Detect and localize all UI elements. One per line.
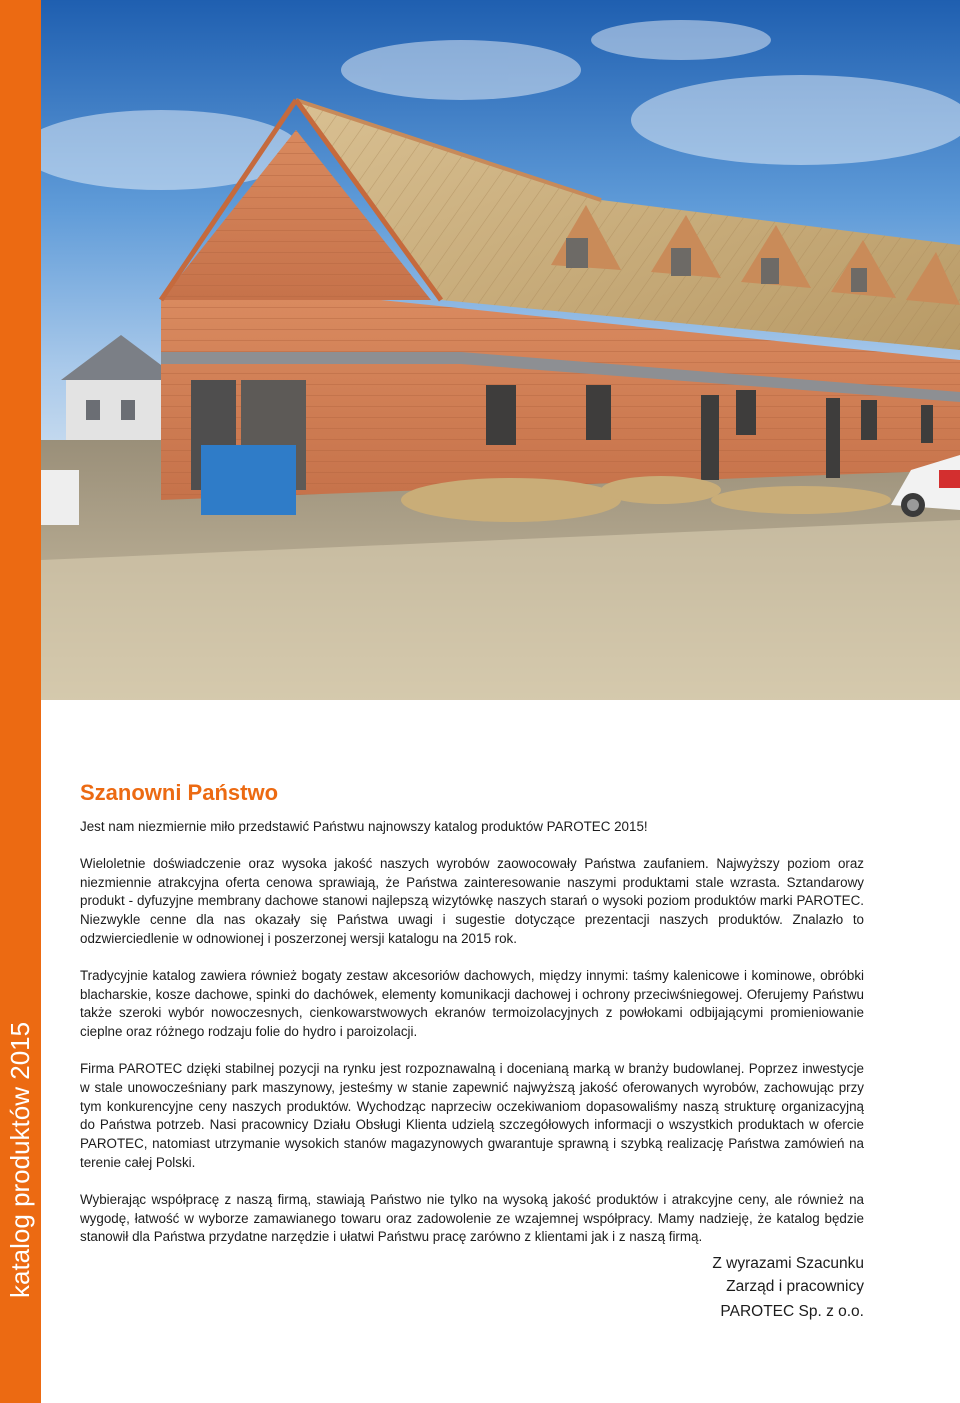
paragraph-intro: Jest nam niezmiernie miło przedstawić Państwu najnowszy katalog produktów PAROTEC 2015! [80, 819, 648, 834]
paragraph-company: Firma PAROTEC dzięki stabilnej pozycji na rynku jest rozpoznawalną i docenianą marką w branży budowlanej. Poprzez inwestycje w stale unowocześniany park maszynowy, jesteśmy w stanie zapewnić najwyższą jakość oferowanych wyrobów, zachowując przy tym konkurencyjne ceny naszych produktów. Wychodząc naprzeciw oczekiwaniom dopasowaliśmy naszą strukturę organizacyjną do Państwa potrzeb. Nasi pracownicy Działu Obsługi Klienta udzielą szczegółowych informacji o wszystkich produktach w ofercie PAROTEC, natomiast utrzymanie wysokich stanów magazynowych gwarantuje sprawną i szybką realizację Państwa zamówień na terenie całej Polski. [80, 1060, 864, 1170]
construction-site-illustration [41, 0, 960, 700]
white-box [41, 470, 79, 525]
letter-heading: Szanowni Państwo [80, 780, 279, 805]
paragraph-accessories: Tradycyjnie katalog zawiera również bogaty zestaw akcesoriów dachowych, między innymi: taśmy kalenicowe i kominowe, obróbki blacharskie, kosze dachowe, spinki do dachówek, elementy komunikacji dachowej i ochrony przeciwśniegowej. Oferujemy Państwu także szeroki wybór nowoczesnych, cienkowarstwowych ekranów termoizolacyjnych z powłokami odbijającymi promieniowanie cieplne oraz różnego rodzaju folie do hydro i paroizolacji. [80, 967, 864, 1040]
signature-greeting: Z wyrazami Szacunku [712, 1255, 864, 1272]
signature-block [712, 1252, 864, 1323]
cover-photo [41, 0, 960, 700]
paragraph-cooperation: Wybierając współpracę z naszą firmą, stawiają Państwo nie tylko na wysoką jakość produktów i atrakcyjne ceny, ale również na wygodę, łatwość w wyborze zamawianego towaru oraz zadowolenie ze wzajemnej współpracy. Mamy nadzieję, że katalog będzie stanowił dla Państwa przydatne narzędzie i ułatwi Państwu pracę zarówno z klientami jak i z naszą firmą. [80, 1191, 864, 1245]
signature-company: PAROTEC Sp. z o.o. [720, 1303, 864, 1320]
letter-body [80, 818, 864, 1247]
signature-team: Zarząd i pracownicy [726, 1278, 864, 1295]
catalog-title-vertical: katalog produktów 2015 [5, 1021, 35, 1298]
blue-container [201, 445, 296, 515]
paragraph-experience: Wieloletnie doświadczenie oraz wysoka jakość naszych wyrobów zaowocowały Państwa zaufaniem. Najwyższy poziom oraz niezmiennie atrakcyjna oferta cenowa sprawiają, że Państwa zainteresowanie naszymi produktami stale wzrasta. Sztandarowy produkt - dyfuzyjne membrany dachowe stanowi najlepszą wizytówkę naszych starań o wysoki poziom produktów marki PAROTEC. Niezwykle cenne dla nas okazały się Państwa uwagi i sugestie dotyczące prezentacji naszych produktów. Znalazło to odzwierciedlenie w odnowionej i poszerzonej wersji katalogu na 2015 rok. [80, 855, 864, 946]
